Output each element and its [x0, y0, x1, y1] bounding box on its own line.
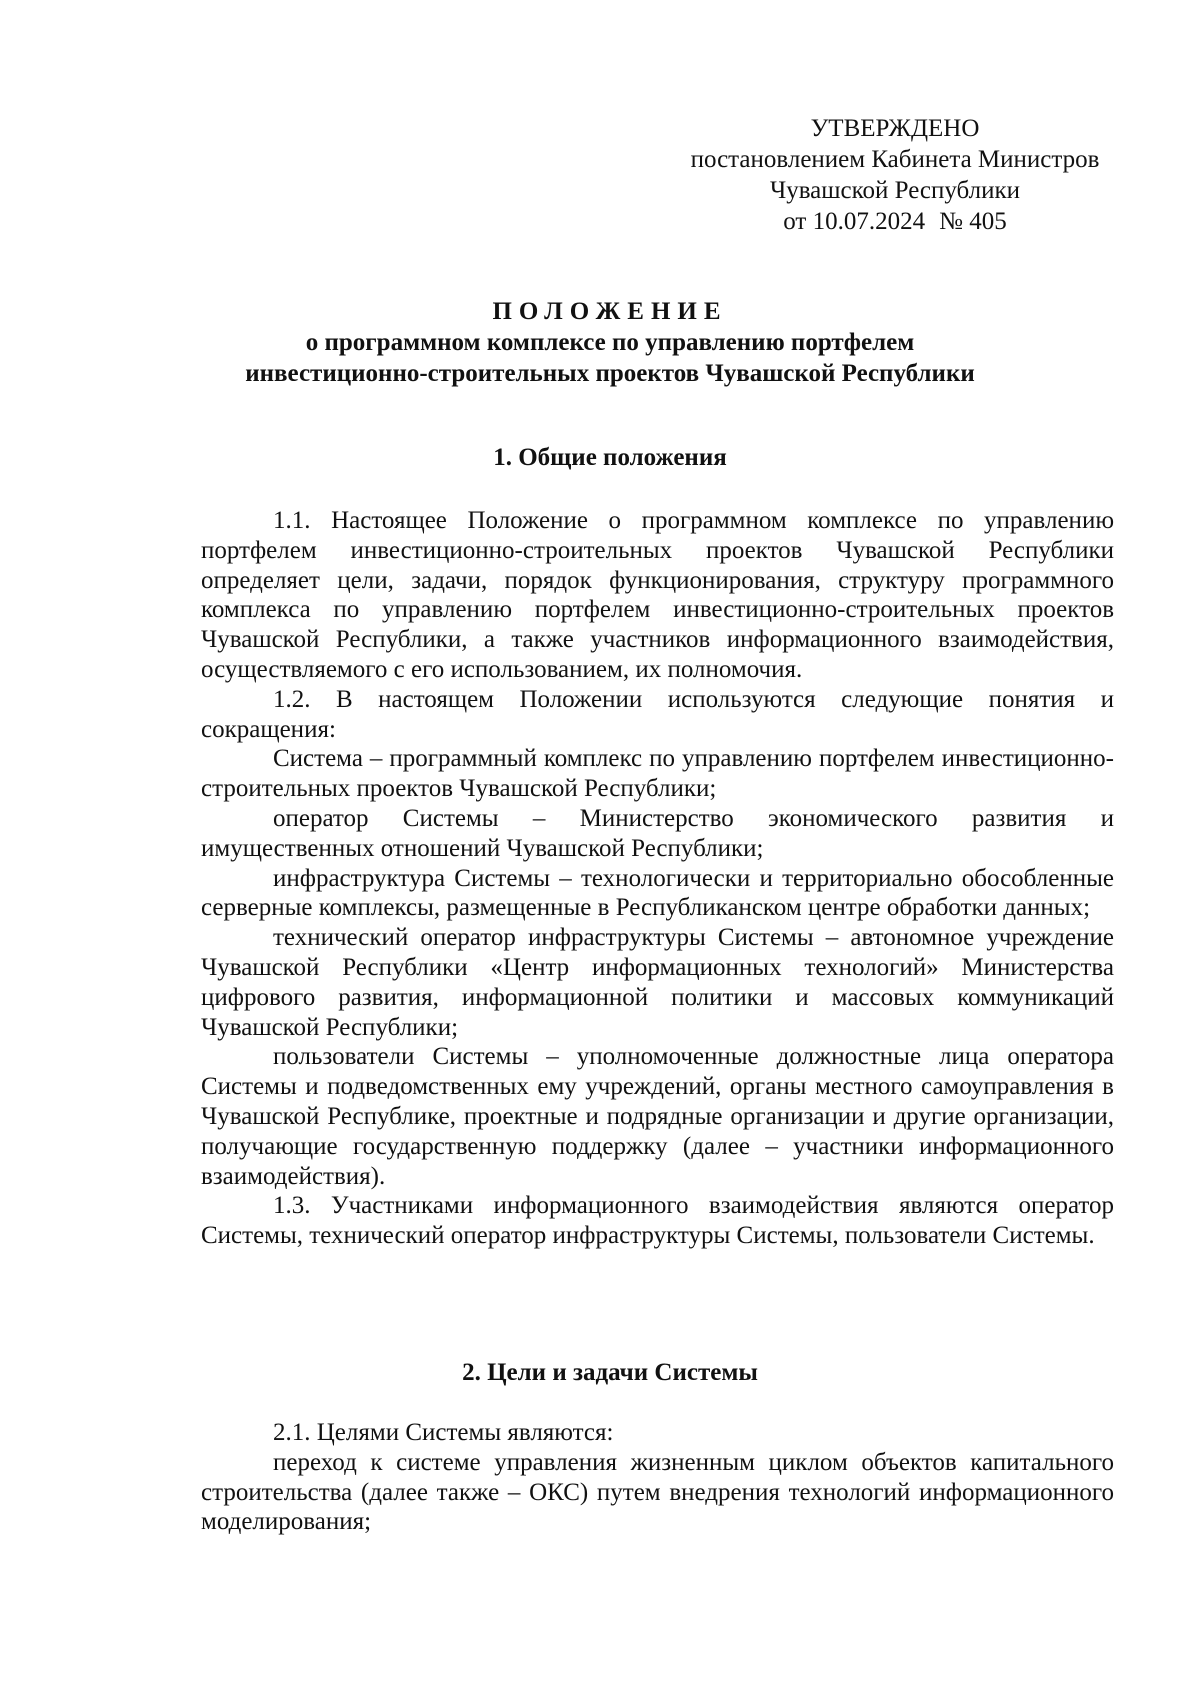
title-heading: ПОЛОЖЕНИЕ — [492, 298, 728, 325]
approval-date: от 10.07.2024 — [783, 208, 926, 235]
paragraph: переход к системе управления жизненным циклом объектов капитального строительства (далее также – ОКС) путем внедрения технологий информационного моделирования; — [201, 1448, 1114, 1536]
document-title — [140, 296, 1080, 389]
section-1-heading: 1. Общие положения — [493, 444, 727, 471]
approval-line-2: Чувашской Республики — [769, 177, 1021, 204]
paragraph: 1.1. Настоящее Положение о программном комплексе по управлению портфелем инвестиционно-строительных проектов Чувашской Республики определяет цели, задачи, порядок функционирования, структуру программного комплекса по управлению портфелем инвестиционно-строительных проектов Чувашской Республики, а также участников информационного взаимодействия, осуществляемого с его использованием, их полномочия. — [201, 507, 1114, 683]
section-2-heading: 2. Цели и задачи Системы — [462, 1359, 758, 1386]
title-subtitle-line-1: о программном комплексе по управлению портфелем — [305, 329, 915, 356]
section-1-body — [201, 506, 1114, 1251]
paragraph: технический оператор инфраструктуры Системы – автономное учреждение Чувашской Республики «Центр информационных технологий» Министерства цифрового развития, информационной политики и массовых коммуникаций Чувашской Республики; — [201, 924, 1114, 1041]
paragraph: Система – программный комплекс по управлению портфелем инвестиционно-строительных проектов Чувашской Республики; — [201, 745, 1114, 803]
approval-status: УТВЕРЖДЕНО — [810, 115, 980, 142]
paragraph: 1.2. В настоящем Положении используются следующие понятия и сокращения: — [201, 685, 1114, 743]
section-2-body — [201, 1418, 1114, 1537]
approval-date-line — [660, 206, 1130, 237]
paragraph: оператор Системы – Министерство экономического развития и имущественных отношений Чувашской Республики; — [201, 804, 1114, 862]
paragraph: пользователи Системы – уполномоченные должностные лица оператора Системы и подведомственных ему учреждений, органы местного самоуправления в Чувашской Республике, проектные и подрядные организации и другие организации, получающие государственную поддержку (далее – участники информационного взаимодействия). — [201, 1043, 1114, 1190]
paragraph: 1.3. Участниками информационного взаимодействия являются оператор Системы, технический оператор инфраструктуры Системы, пользователи Системы. — [201, 1192, 1114, 1250]
paragraph: 2.1. Целями Системы являются: — [273, 1419, 614, 1446]
approval-number: № 405 — [939, 208, 1007, 235]
approval-stamp — [660, 113, 1130, 237]
approval-line-1: постановлением Кабинета Министров — [690, 146, 1100, 173]
paragraph: инфраструктура Системы – технологически и территориально обособленные серверные комплексы, размещенные в Республиканском центре обработки данных; — [201, 864, 1114, 922]
title-subtitle-line-2: инвестиционно-строительных проектов Чувашской Республики — [245, 360, 975, 387]
